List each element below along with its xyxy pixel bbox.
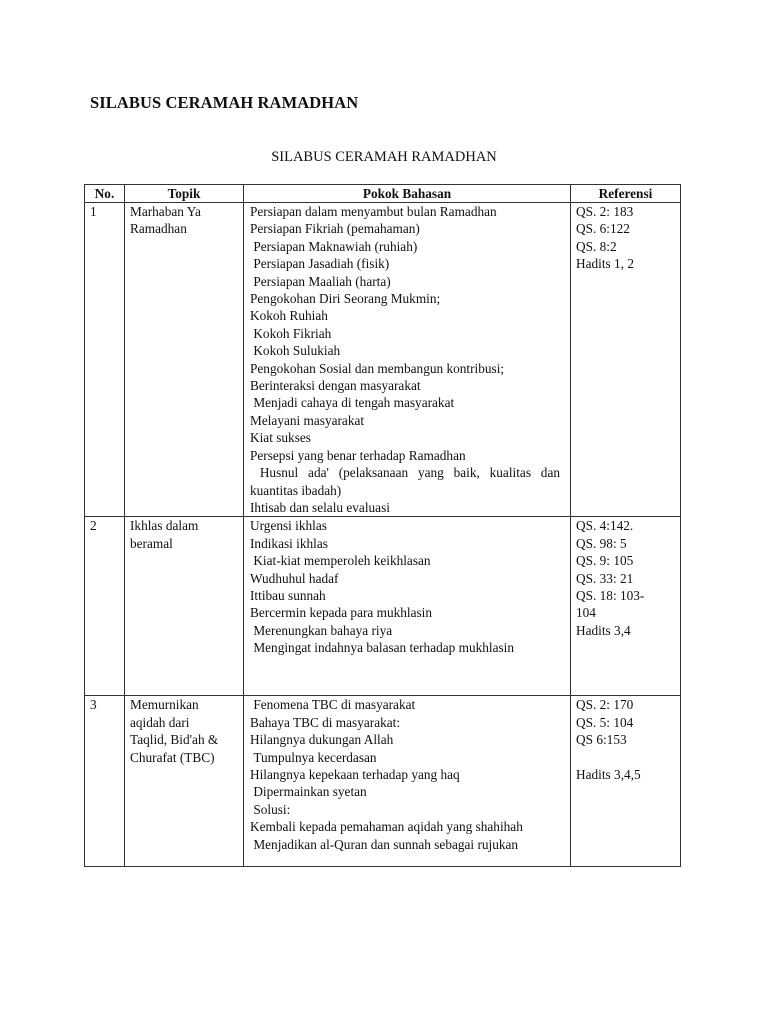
column-header-topik: Topik <box>125 185 244 203</box>
cell-referensi <box>571 696 681 867</box>
column-header-referensi: Referensi <box>571 185 681 203</box>
cell-topik-line: Marhaban Ya <box>130 204 201 219</box>
cell-pokok-bahasan-line: Solusi: <box>250 801 291 817</box>
cell-pokok-bahasan <box>244 203 571 517</box>
cell-pokok-bahasan-line: Wudhuhul hadaf <box>250 570 339 586</box>
cell-referensi-line: QS. 9: 105 <box>576 553 634 569</box>
column-header-pokok-bahasan: Pokok Bahasan <box>244 185 571 203</box>
cell-pokok-bahasan-line: Indikasi ikhlas <box>250 535 328 551</box>
cell-topik-line: Ikhlas dalam <box>130 518 199 534</box>
cell-referensi-line: Hadits 3,4 <box>576 622 631 638</box>
cell-pokok-bahasan-line: Pengokohan Sosial dan membangun kontribusi; <box>250 360 505 376</box>
cell-pokok-bahasan-line: Dipermainkan syetan <box>250 784 367 800</box>
cell-topik-line: Ramadhan <box>130 221 187 237</box>
cell-pokok-bahasan-line: Menjadikan al-Quran dan sunnah sebagai rujukan <box>250 836 519 852</box>
cell-pokok-bahasan-line: Persiapan Maknawiah (ruhiah) <box>250 238 418 254</box>
column-header-no: No. <box>85 185 125 203</box>
cell-referensi-line: QS. 33: 21 <box>576 570 634 586</box>
table-row <box>85 517 681 696</box>
cell-pokok-bahasan-line: Kiat-kiat memperoleh keikhlasan <box>250 553 431 569</box>
cell-no: 2 <box>85 517 125 696</box>
cell-pokok-bahasan-line: Ihtisab dan selalu evaluasi <box>250 499 390 515</box>
cell-pokok-bahasan-line: Bercermin kepada para mukhlasin <box>250 605 433 621</box>
cell-referensi-line: 104 <box>576 605 596 621</box>
cell-pokok-bahasan-line: Merenungkan bahaya riya <box>250 622 393 638</box>
cell-pokok-bahasan-line: Mengingat indahnya balasan terhadap mukhlasin <box>250 640 515 656</box>
cell-pokok-bahasan-line: Persepsi yang benar terhadap Ramadhan <box>250 447 466 463</box>
cell-referensi-line: QS. 5: 104 <box>576 714 634 730</box>
cell-referensi-line: QS. 98: 5 <box>576 535 627 551</box>
cell-pokok-bahasan-line: Bahaya TBC di masyarakat: <box>250 714 401 730</box>
cell-pokok-bahasan-line: Melayani masyarakat <box>250 412 365 428</box>
cell-pokok-bahasan-line: Persiapan Maaliah (harta) <box>250 273 391 289</box>
table-row <box>85 203 681 517</box>
cell-pokok-bahasan-line: Urgensi ikhlas <box>250 518 327 534</box>
cell-referensi <box>571 517 681 696</box>
cell-referensi-line: QS. 8:2 <box>576 238 617 254</box>
cell-pokok-bahasan-line: Tumpulnya kecerdasan <box>250 749 377 765</box>
table-title: SILABUS CERAMAH RAMADHAN <box>271 149 497 165</box>
cell-topik-line: beramal <box>130 535 173 551</box>
cell-pokok-bahasan-line: Persiapan dalam menyambut bulan Ramadhan <box>250 204 497 219</box>
cell-pokok-bahasan-line: Menjadi cahaya di tengah masyarakat <box>250 395 455 411</box>
cell-referensi-line: QS. 2: 170 <box>576 697 634 713</box>
cell-referensi-line: Hadits 1, 2 <box>576 256 634 272</box>
cell-no: 1 <box>85 203 125 517</box>
cell-topik-line: Memurnikan <box>130 697 199 713</box>
cell-pokok-bahasan-line: Ittibau sunnah <box>250 587 326 603</box>
cell-topik <box>125 696 244 867</box>
cell-pokok-bahasan-line: Berinteraksi dengan masyarakat <box>250 378 421 394</box>
cell-pokok-bahasan-line: Kokoh Sulukiah <box>250 343 341 359</box>
cell-pokok-bahasan-line: Fenomena TBC di masyarakat <box>250 697 416 713</box>
table-row <box>85 696 681 867</box>
cell-referensi-line <box>576 749 675 766</box>
cell-topik-line: aqidah dari <box>130 714 190 730</box>
cell-pokok-bahasan-line: Persiapan Jasadiah (fisik) <box>250 256 390 272</box>
cell-referensi <box>571 203 681 517</box>
cell-topik <box>125 517 244 696</box>
cell-pokok-bahasan-line: Kiat sukses <box>250 430 311 446</box>
cell-pokok-bahasan-line: Hilangnya dukungan Allah <box>250 732 394 748</box>
cell-pokok-bahasan-line: Pengokohan Diri Seorang Mukmin; <box>250 291 441 307</box>
cell-referensi-line: QS. 6:122 <box>576 221 630 237</box>
cell-pokok-bahasan <box>244 517 571 696</box>
cell-referensi-line: Hadits 3,4,5 <box>576 766 641 782</box>
cell-referensi-line: QS. 2: 183 <box>576 204 634 219</box>
cell-referensi-line: QS. 4:142. <box>576 518 634 534</box>
cell-pokok-bahasan-line: Kokoh Ruhiah <box>250 308 328 324</box>
cell-no: 3 <box>85 696 125 867</box>
cell-topik <box>125 203 244 517</box>
cell-pokok-bahasan-line: Husnul ada' (pelaksanaan yang baik, kualitas dan kuantitas ibadah) <box>250 465 564 498</box>
syllabus-table <box>84 184 681 867</box>
cell-pokok-bahasan-line: Kembali kepada pemahaman aqidah yang shahihah <box>250 819 523 835</box>
document-heading: SILABUS CERAMAH RAMADHAN <box>90 93 359 112</box>
cell-pokok-bahasan-line: Kokoh Fikriah <box>250 325 332 341</box>
cell-topik-line: Taqlid, Bid'ah & <box>130 732 219 748</box>
cell-pokok-bahasan <box>244 696 571 867</box>
cell-referensi-line: QS. 18: 103- <box>576 587 645 603</box>
cell-topik-line: Churafat (TBC) <box>130 749 215 765</box>
cell-pokok-bahasan-line: Hilangnya kepekaan terhadap yang haq <box>250 766 460 782</box>
cell-referensi-line: QS 6:153 <box>576 732 627 748</box>
cell-pokok-bahasan-line: Persiapan Fikriah (pemahaman) <box>250 221 420 237</box>
table-header-row <box>85 185 681 203</box>
